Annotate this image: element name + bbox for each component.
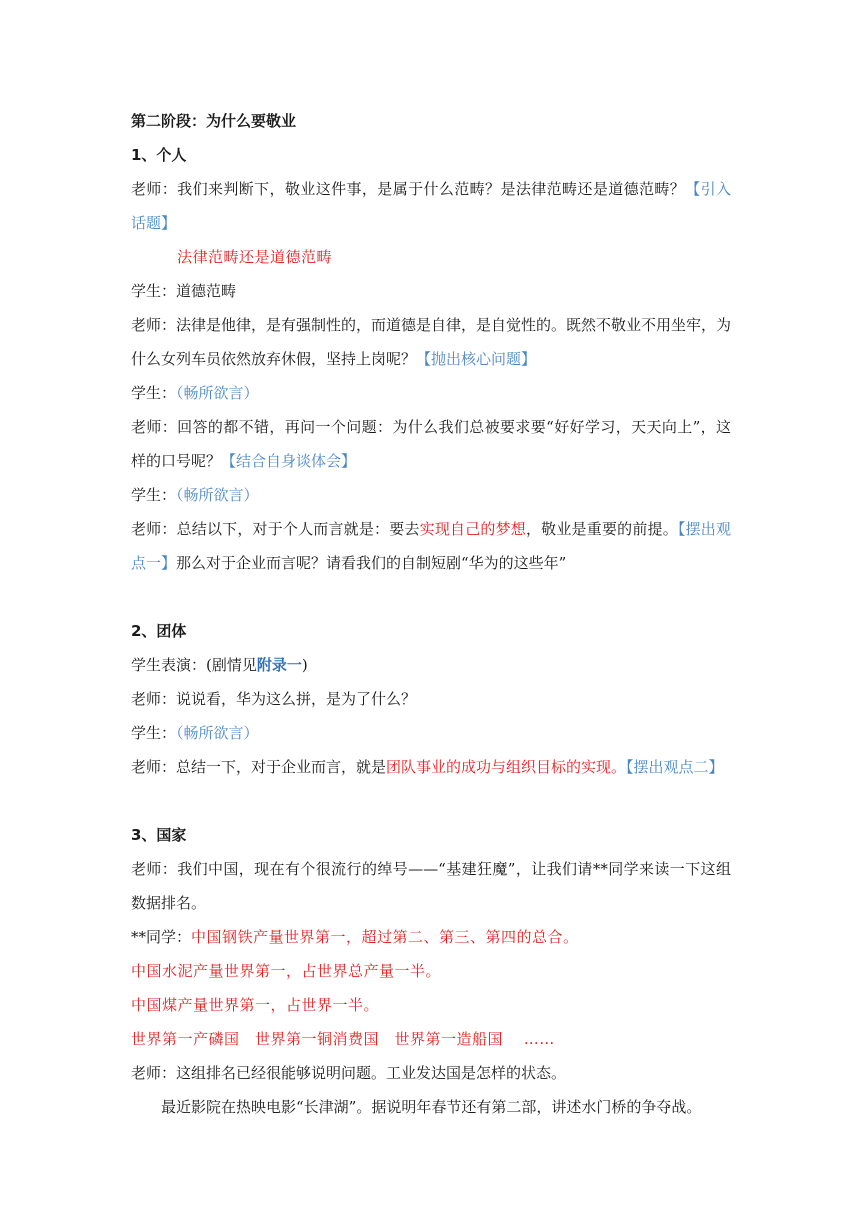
student-label: 学生表演：(剧情见 — [131, 656, 257, 674]
student-label: 学生： — [131, 724, 177, 742]
teacher-text: 老师：法律是他律，是有强制性的，而道德是自律，是自觉性的。既然不敬业不用坐牢，为什么女列车员依然放弃休假，坚持上岗呢？ — [131, 316, 732, 368]
paragraph — [131, 716, 731, 750]
student-label: 学生： — [131, 486, 177, 504]
paragraph — [131, 478, 731, 512]
student-response: （畅所欲言） — [176, 486, 259, 504]
paragraph — [131, 920, 731, 954]
data-ranking: 中国钢铁产量世界第一，超过第二、第三、第四的总合。 — [191, 928, 579, 946]
paragraph: 老师：我们中国，现在有个很流行的绰号——“基建狂魔”，让我们请**同学来读一下这组数据排名。 — [131, 860, 731, 912]
teacher-text: 老师：总结一下，对于企业而言，就是 — [131, 758, 387, 776]
paragraph — [131, 410, 731, 478]
highlight-text: 实现自己的梦想 — [419, 520, 526, 538]
paragraph: 最近影院在热映电影“长津湖”。据说明年春节还有第二部，讲述水门桥的争夺战。 — [131, 1098, 702, 1116]
student-response: （畅所欲言） — [176, 724, 259, 742]
stage-tag: 【抛出核心问题】 — [416, 350, 537, 368]
student-label: **同学： — [131, 928, 192, 946]
stage-tag: 【摆出观点一】 — [131, 520, 731, 572]
section-heading-country: 3、国家 — [131, 826, 187, 844]
paragraph — [131, 172, 731, 240]
stage-tag: 【摆出观点二】 — [626, 758, 724, 776]
paragraph — [131, 648, 731, 682]
stage-tag: 【结合自身谈体会】 — [221, 452, 357, 470]
stage-tag: 【引入话题】 — [131, 180, 731, 232]
highlight-text: 团队事业的成功与组织目标的实现。 — [386, 758, 627, 776]
student-response: （畅所欲言） — [176, 384, 259, 402]
paragraph — [131, 308, 731, 376]
section-heading-individual: 1、个人 — [131, 146, 187, 164]
board-text: 法律范畴还是道德范畴 — [177, 248, 333, 266]
teacher-text: 老师：我们来判断下，敬业这件事，是属于什么范畴？是法律范畴还是道德范畴？ — [131, 180, 686, 198]
data-ranking: 世界第一产磷国 世界第一铜消费国 世界第一造船国 …… — [131, 1030, 555, 1048]
teacher-text: ，敬业是重要的前提。 — [525, 520, 678, 538]
teacher-text: 老师：总结以下，对于个人而言就是：要去 — [131, 520, 420, 538]
paragraph — [131, 750, 741, 784]
paragraph: 老师：说说看，华为这么拼，是为了什么？ — [131, 690, 417, 708]
teacher-text: 那么对于企业而言呢？请看我们的自制短剧“华为的这些年” — [176, 554, 567, 572]
data-ranking: 中国煤产量世界第一，占世界一半。 — [131, 996, 380, 1014]
stage-title: 第二阶段：为什么要敬业 — [131, 112, 297, 130]
student-label: ) — [301, 656, 308, 674]
data-ranking: 中国水泥产量世界第一，占世界总产量一半。 — [131, 962, 442, 980]
paragraph: 老师：这组排名已经很能够说明问题。工业发达国是怎样的状态。 — [131, 1064, 567, 1082]
paragraph — [131, 376, 731, 410]
teacher-text: 老师：回答的都不错，再问一个问题：为什么我们总被要求要“好好学习，天天向上”，这样的口号呢？ — [131, 418, 731, 470]
paragraph: 学生：道德范畴 — [131, 282, 237, 300]
student-label: 学生： — [131, 384, 177, 402]
paragraph — [131, 512, 731, 580]
appendix-link[interactable]: 附录一 — [256, 656, 302, 674]
section-heading-team: 2、团体 — [131, 622, 187, 640]
